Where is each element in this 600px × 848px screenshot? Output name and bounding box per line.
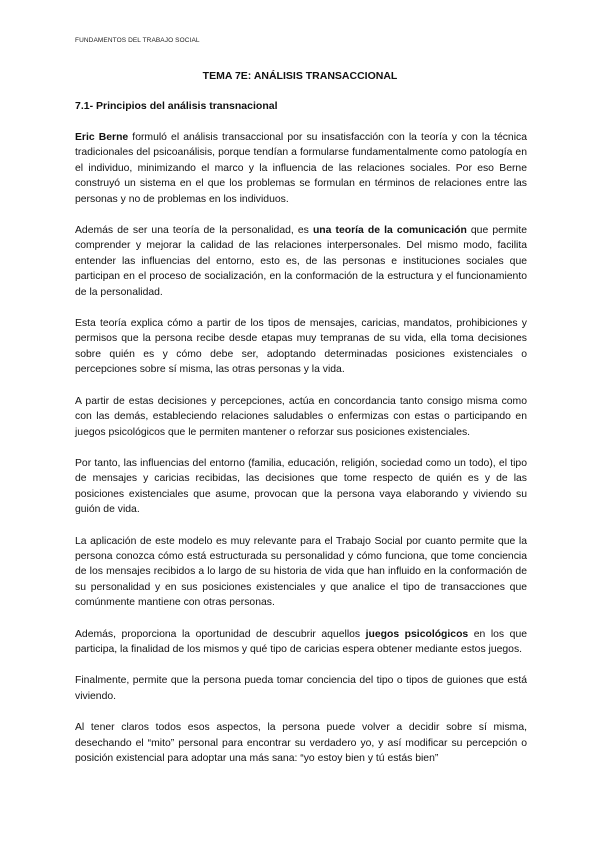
section-heading: 7.1- Principios del análisis transnacional (75, 100, 278, 112)
paragraph-8: Finalmente, permite que la persona pueda tomar conciencia del tipo o tipos de guiones que está viviendo. (75, 675, 527, 702)
paragraph-2: Además de ser una teoría de la personalidad, es una teoría de la comunicación que permite comprender y mejorar la calidad de las relaciones interpersonales. Del mismo modo, facilita entender las influencias del entorno, esto es, de las personas e instituciones sociales que participan en el proceso de socialización, en la conformación de la estructura y el funcionamiento de la personalidad. (75, 225, 527, 298)
document-title: TEMA 7E: ANÁLISIS TRANSACCIONAL (202, 70, 398, 82)
paragraph-6: La aplicación de este modelo es muy relevante para el Trabajo Social por cuanto permite que la persona conozca cómo está estructurada su personalidad y cómo funciona, que tome conciencia de los mensajes recibidos a lo largo de su historia de vida que han influido en la conformación de su personalidad y en sus posiciones existenciales y que analice el tipo de transacciones que comúnmente mantiene con otras personas. (75, 535, 527, 609)
paragraph-3: Esta teoría explica cómo a partir de los tipos de mensajes, caricias, mandatos, prohibiciones y permisos que la persona recibe desde etapas muy tempranas de su vida, ella toma decisiones sobre quién es y cómo debe ser, adoptando determinadas posiciones existenciales o percepciones sobre sí misma, las otras personas y la vida. (75, 318, 527, 376)
paragraph-9: Al tener claros todos esos aspectos, la persona puede volver a decidir sobre sí misma, desechando el “mito” personal para encontrar su verdadero yo, y así modificar su percepción o posición existencial para adoptar una más sana: “yo estoy bien y tú estás bien” (75, 722, 527, 764)
paragraph-4: A partir de estas decisiones y percepciones, actúa en concordancia tanto consigo misma como con las demás, estableciendo relaciones saludables o enfermizas con estas o participando en juegos psicológicos que le permiten mantener o reforzar sus posiciones existenciales. (75, 395, 527, 438)
emphasis-psychological-games: juegos psicológicos (365, 628, 469, 640)
paragraph-1: Eric Berne formuló el análisis transaccional por su insatisfacción con la teoría y con la técnica tradicionales del psicoanálisis, porque tendían a formularse fundamentalmente como patología en el individuo, minimizando el marco y la influencia de las relaciones sociales. Por eso Berne construyó un sistema en el que los problemas se formulan en términos de relaciones entre las personas y no de problemas en los individuos. (75, 132, 527, 205)
running-header: FUNDAMENTOS DEL TRABAJO SOCIAL (75, 37, 200, 44)
body-text (75, 130, 527, 782)
emphasis-communication-theory: una teoría de la comunicación (312, 225, 467, 237)
paragraph-7: Además, proporciona la oportunidad de descubrir aquellos juegos psicológicos en los que participa, la finalidad de los mismos y qué tipo de caricias espera obtener mediante estos juegos. (75, 628, 528, 655)
paragraph-5: Por tanto, las influencias del entorno (familia, educación, religión, sociedad como un todo), el tipo de mensajes y caricias recibidas, las decisiones que tome respecto de quién es y de las posiciones existenciales que asume, provocan que la persona vaya elaborando y viviendo su guión de vida. (75, 457, 527, 516)
author-name: Eric Berne (75, 132, 129, 143)
